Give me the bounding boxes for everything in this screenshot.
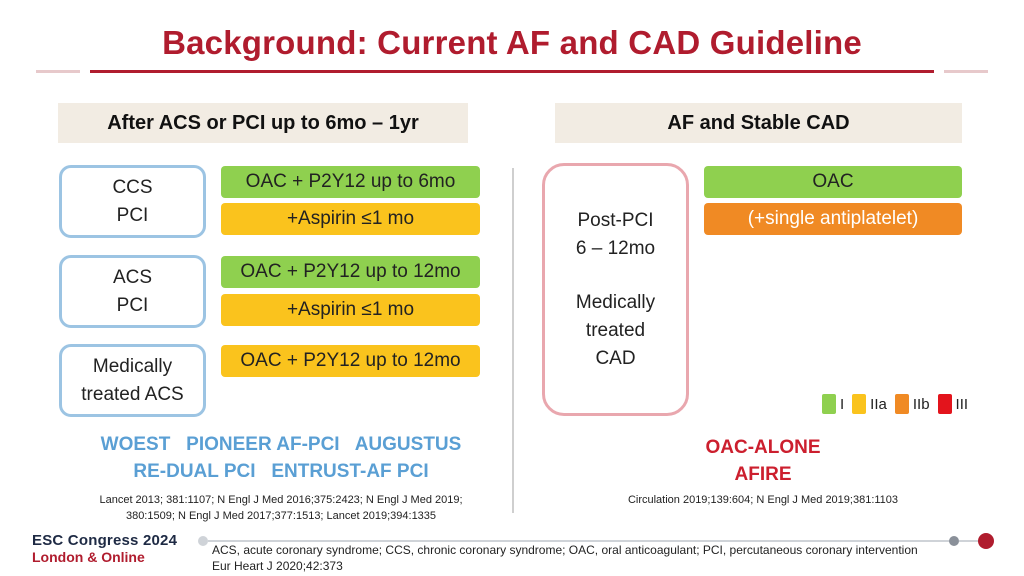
therapy-aspirin-ccs: +Aspirin ≤1 mo [221,203,480,235]
therapy-oac-p2y12-12mo: OAC + P2Y12 up to 12mo [221,256,480,288]
citation: Eur Heart J 2020;42:373 [212,559,343,573]
legend-swatch-class-i [822,394,836,414]
trials-line2: RE-DUAL PCI ENTRUST-AF PCI [133,461,429,482]
group-label-line1: ACS [112,266,153,288]
group-acs-pci [59,255,206,328]
refs-line2: 380:1509; N Engl J Med 2017;377:1513; Lancet 2019;394:1335 [125,510,437,522]
right-trials [613,434,913,488]
title-rule [90,70,934,73]
recommendation-class-legend [822,394,968,414]
trials-line2: AFIRE [734,464,792,485]
abbreviations: ACS, acute coronary syndrome; CCS, chronic coronary syndrome; OAC, oral anticoagulant; PCI, percutaneous coronary intervention [212,543,918,557]
left-panel-header: After ACS or PCI up to 6mo – 1yr [58,103,468,143]
left-trials [58,431,504,485]
footer-dot-red [978,533,994,549]
group-label-line1: CCS [112,176,153,198]
therapy-oac-p2y12-12mo-medical: OAC + P2Y12 up to 12mo [221,345,480,377]
legend-swatch-class-iii [938,394,952,414]
page-title: Background: Current AF and CAD Guideline [162,24,862,61]
post-pci-medically-treated-cad-box [542,163,689,416]
legend-label-class-iib: IIb [912,395,930,413]
group-ccs-pci [59,165,206,238]
legend-label-class-i: I [840,395,845,413]
group-label-line2: treated ACS [81,383,184,405]
therapy-aspirin-acs: +Aspirin ≤1 mo [221,294,480,326]
group-label-line1: Medically [92,355,173,377]
right-references: Circulation 2019;139:604; N Engl J Med 2019;381:1103 [627,494,899,506]
legend-label-class-iii: III [955,395,969,413]
footer-dot-grey [949,536,959,546]
box-line2: 6 – 12mo [575,237,656,259]
therapy-single-antiplatelet: (+single antiplatelet) [704,203,962,235]
box-line4: treated [585,319,646,341]
right-panel-header: AF and Stable CAD [555,103,962,143]
group-label-line2: PCI [116,294,149,316]
legend-swatch-class-iia [852,394,866,414]
trials-line1: OAC-ALONE [705,437,821,458]
refs-line1: Lancet 2013; 381:1107; N Engl J Med 2016;375:2423; N Engl J Med 2019; [99,494,463,506]
therapy-oac: OAC [704,166,962,198]
title-rule-right [944,70,988,73]
legend-swatch-class-iib [895,394,909,414]
box-line1: Post-PCI [577,209,654,231]
box-line3: Medically [575,291,656,313]
title-rule-left [36,70,80,73]
esc-congress-logo-line2: London & Online [32,549,145,565]
panel-divider [512,168,514,513]
legend-label-class-iia: IIa [870,395,887,413]
left-references [58,492,504,524]
abbreviations-footnote [212,542,918,574]
therapy-oac-p2y12-6mo: OAC + P2Y12 up to 6mo [221,166,480,198]
box-line5: CAD [595,347,636,369]
trials-line1: WOEST PIONEER AF-PCI AUGUSTUS [100,434,462,455]
group-medically-treated-acs [59,344,206,417]
footer-dot-left [198,536,208,546]
esc-congress-logo-line1: ESC Congress 2024 [32,532,178,549]
group-label-line2: PCI [116,204,149,226]
